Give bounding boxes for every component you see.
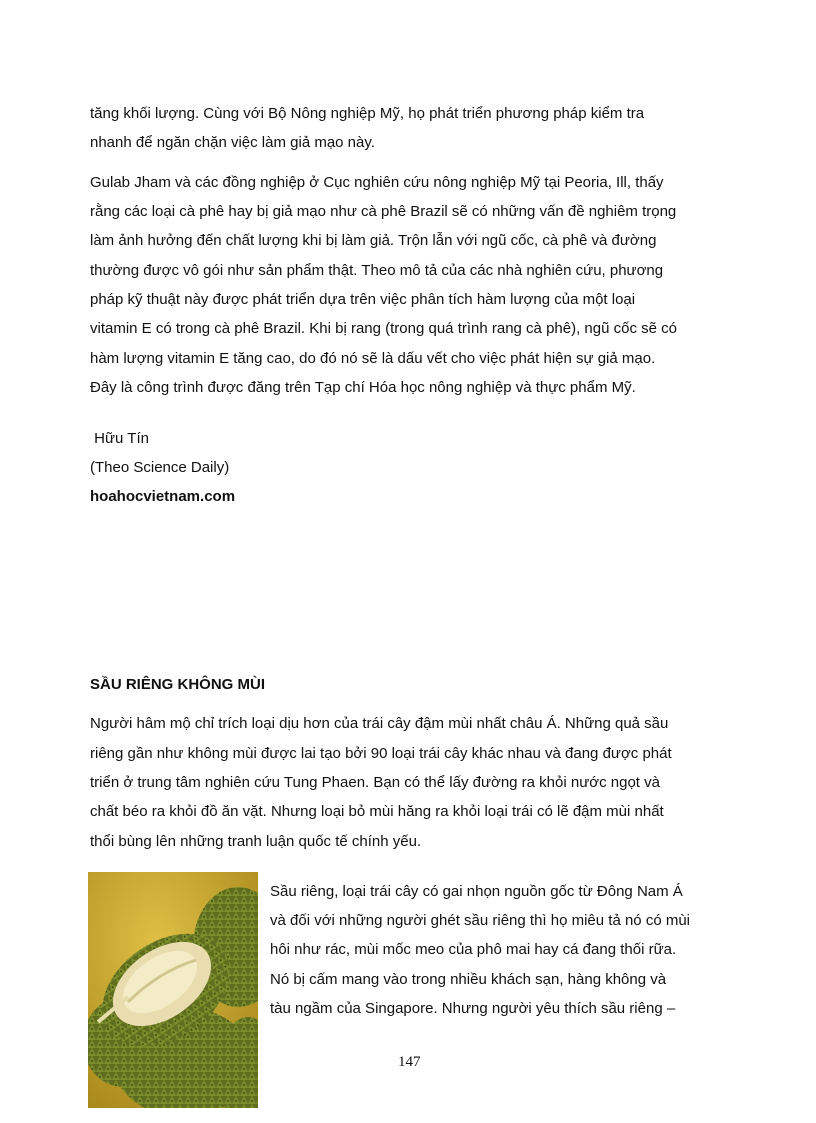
body-line: rằng các loại cà phê hay bị giả mạo như cà phê Brazil sẽ có những vấn đề nghiêm trọng bbox=[90, 203, 677, 220]
body-line: hôi như rác, mùi mốc meo của phô mai hay cá đang thối rữa. bbox=[270, 941, 677, 958]
body-line: làm ảnh hưởng đến chất lượng khi bị làm giả. Trộn lẫn với ngũ cốc, cà phê và đường bbox=[90, 232, 657, 249]
body-line: tàu ngầm của Singapore. Nhưng người yêu thích sầu riêng – bbox=[270, 1000, 676, 1017]
article-title: SẦU RIÊNG KHÔNG MÙI bbox=[90, 676, 266, 693]
website: hoahocvietnam.com bbox=[90, 488, 236, 505]
page-number: 147 bbox=[398, 1054, 421, 1070]
author: Hữu Tín bbox=[90, 430, 149, 447]
body-line: riêng gần như không mùi được lai tạo bởi 90 loại trái cây khác nhau và đang được phát bbox=[90, 745, 672, 762]
body-line: nhanh để ngăn chặn việc làm giả mạo này. bbox=[90, 134, 375, 151]
body-line: Người hâm mộ chỉ trích loại dịu hơn của trái cây đậm mùi nhất châu Á. Những quả sầu bbox=[90, 715, 669, 732]
body-line: Gulab Jham và các đồng nghiệp ở Cục nghiên cứu nông nghiệp Mỹ tại Peoria, Ill, thấy bbox=[90, 174, 664, 191]
body-line: Sầu riêng, loại trái cây có gai nhọn nguồn gốc từ Đông Nam Á bbox=[270, 883, 683, 900]
body-line: Đây là công trình được đăng trên Tạp chí Hóa học nông nghiệp và thực phẩm Mỹ. bbox=[90, 379, 636, 396]
body-line: hàm lượng vitamin E tăng cao, do đó nó sẽ là dấu vết cho việc phát hiện sự giả mạo. bbox=[90, 350, 656, 367]
body-line: thổi bùng lên những tranh luận quốc tế chính yếu. bbox=[90, 833, 422, 850]
body-line: Nó bị cấm mang vào trong nhiều khách sạn, hàng không và bbox=[270, 971, 667, 988]
body-line: chất béo ra khỏi đồ ăn vặt. Nhưng loại bỏ mùi hăng ra khỏi loại trái có lẽ đậm mùi nhất bbox=[90, 803, 664, 820]
source: (Theo Science Daily) bbox=[90, 459, 230, 476]
body-line: và đối với những người ghét sầu riêng thì họ miêu tả nó có mùi bbox=[270, 912, 690, 929]
body-line: pháp kỹ thuật này được phát triển dựa trên việc phân tích hàm lượng của một loại bbox=[90, 291, 636, 308]
body-line: thường được vô gói như sản phẩm thật. Theo mô tả của các nhà nghiên cứu, phương bbox=[90, 262, 664, 279]
body-line: tăng khối lượng. Cùng với Bộ Nông nghiệp Mỹ, họ phát triển phương pháp kiểm tra bbox=[90, 105, 645, 122]
body-line: vitamin E có trong cà phê Brazil. Khi bị rang (trong quá trình rang cà phê), ngũ cốc sẽ có bbox=[90, 320, 677, 337]
body-line: triển ở trung tâm nghiên cứu Tung Phaen. Bạn có thể lấy đường ra khỏi nước ngọt và bbox=[90, 774, 660, 791]
durian-image bbox=[88, 872, 258, 1108]
